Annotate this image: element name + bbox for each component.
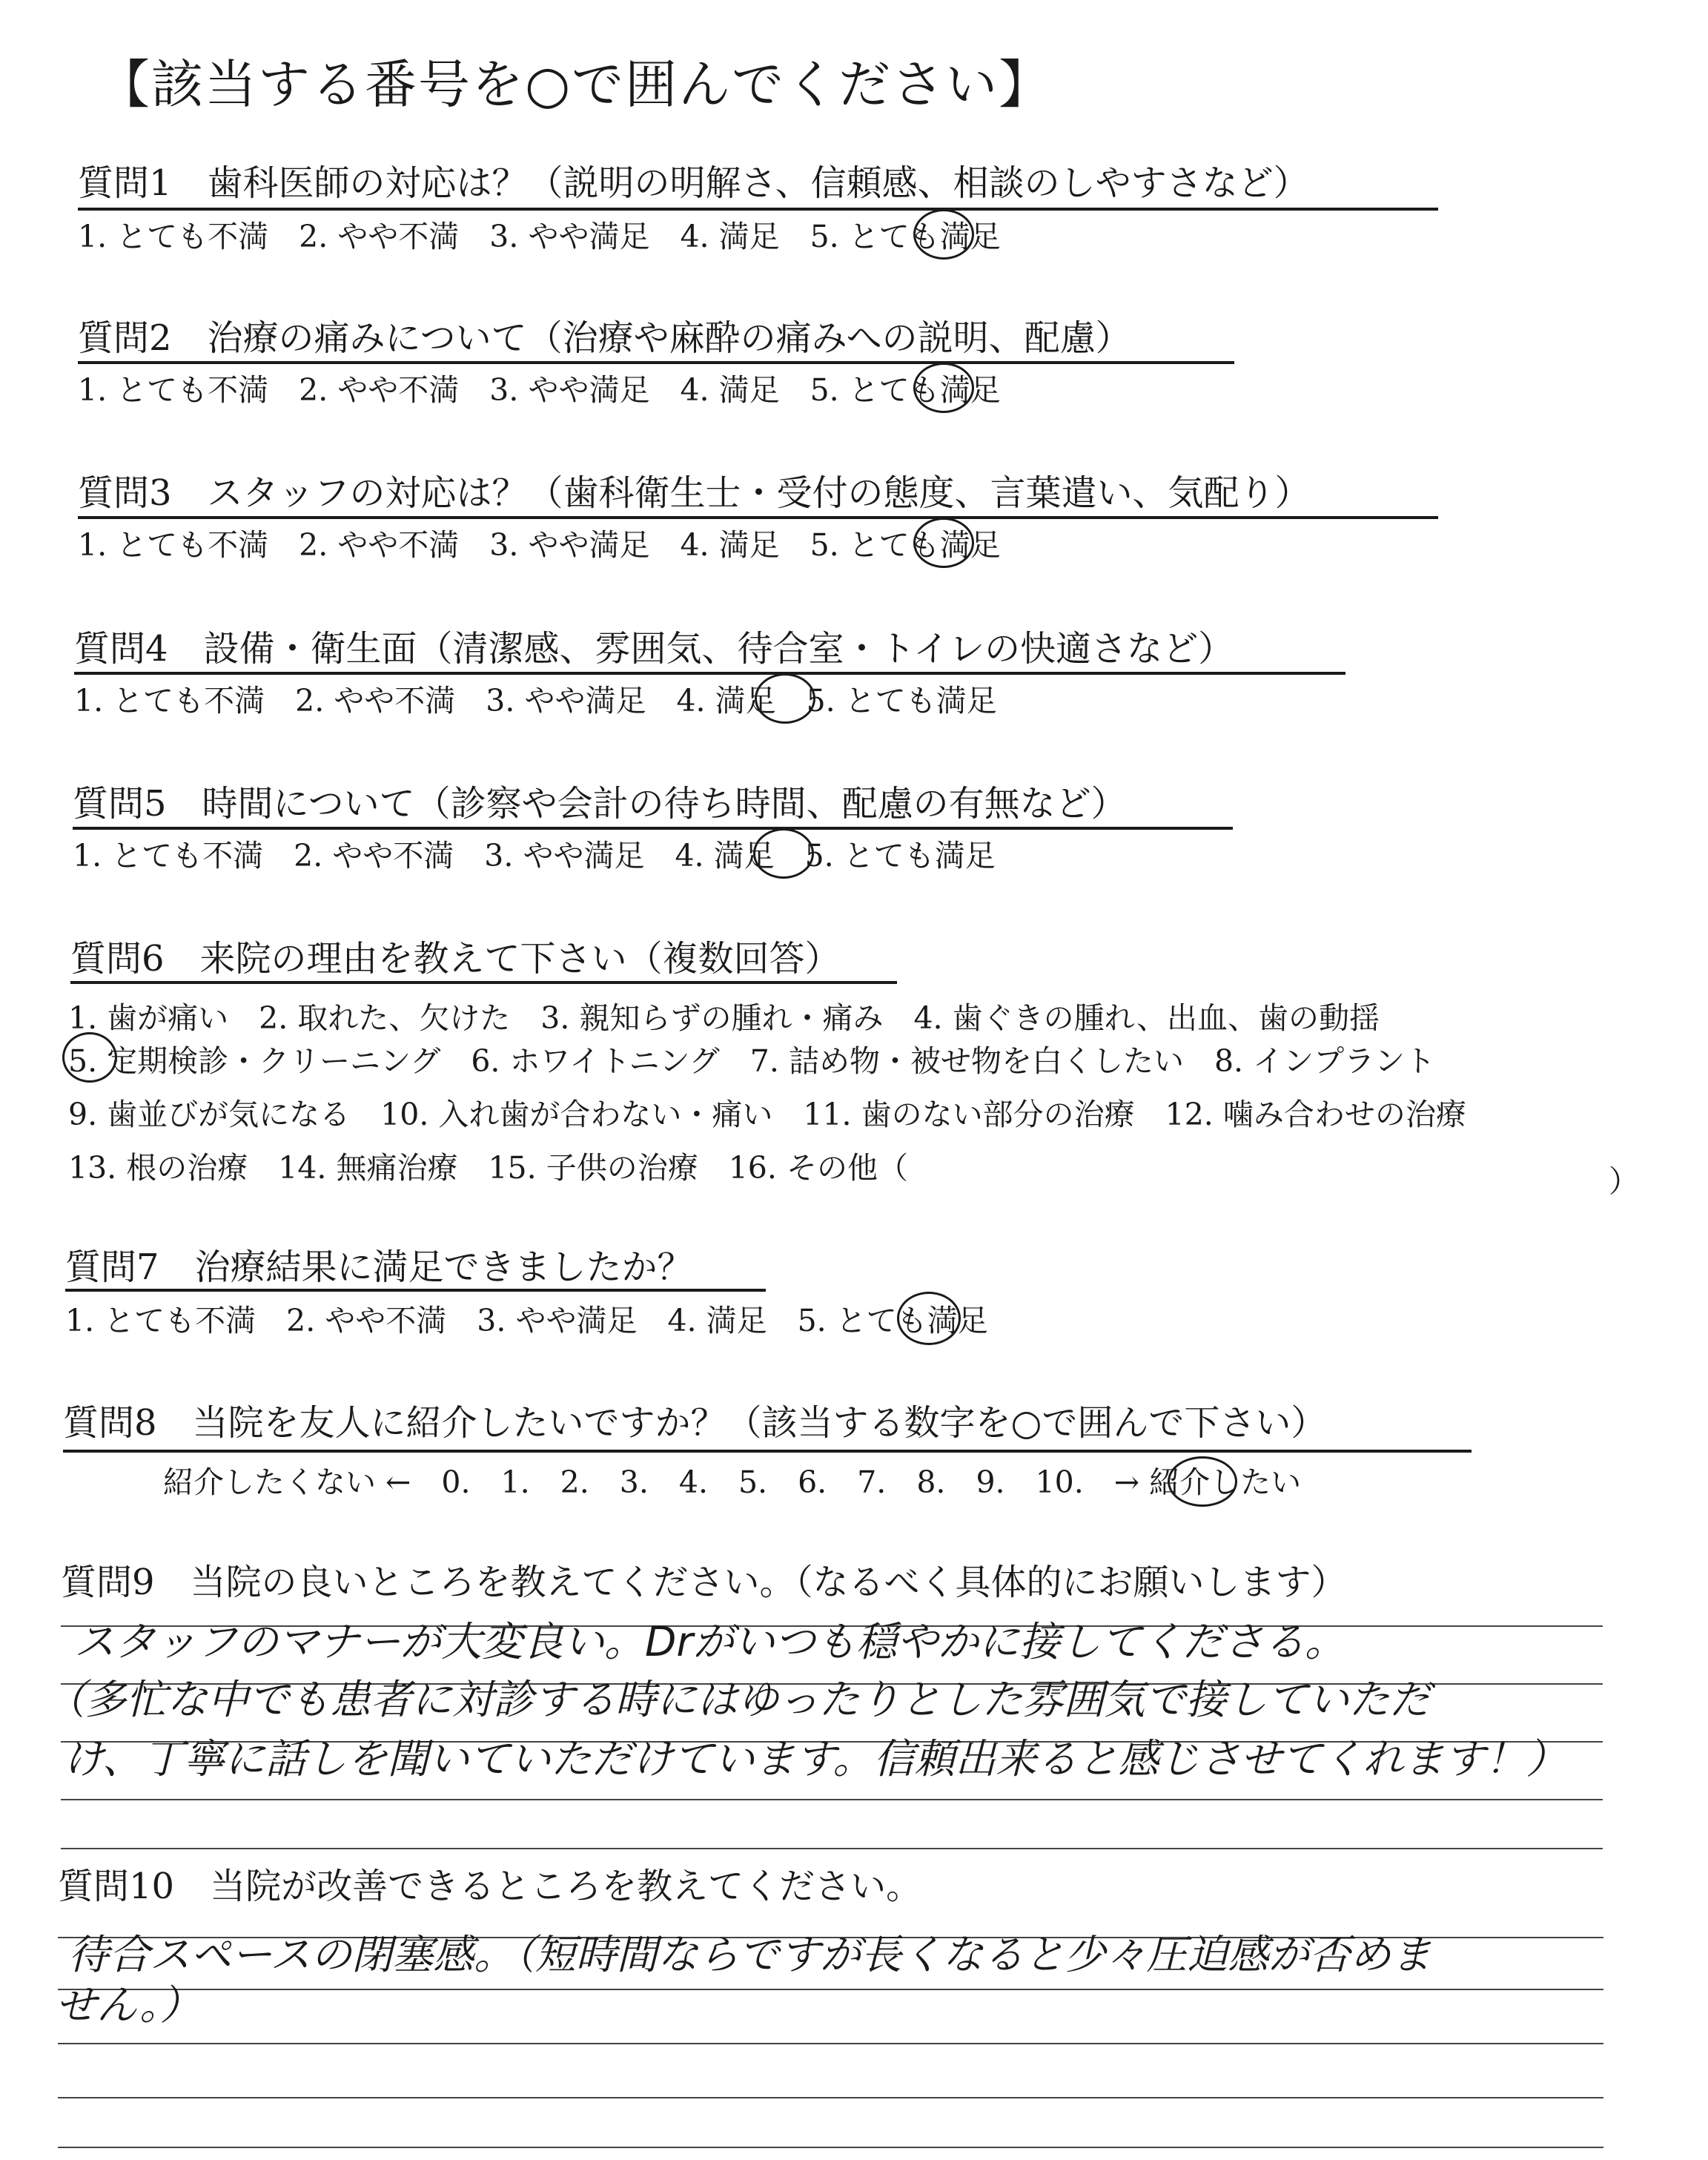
question-9-title: 質問9 当院の良いところを教えてください。（なるべく具体的にお願いします） [61,1562,1347,1603]
question-9-answer-rule [61,1799,1603,1800]
question-10-title: 質問10 当院が改善できるところを教えてください。 [58,1866,922,1907]
question-7-options: 1. とても不満 2. やや不満 3. やや満足 4. 満足 5. とても満足 [65,1303,988,1338]
question-6-option-line-1: 1. 歯が痛い 2. 取れた、欠けた 3. 親知らずの腫れ・痛み 4. 歯ぐきの腫れ、出血、歯の動揺 [68,1000,1380,1036]
question-9-answer-line-3: け、丁寧に話しを聞いていただけています。信頼出来ると感じさせてくれます！） [63,1735,1567,1783]
question-4-underline [74,672,1345,675]
question-3-underline [78,516,1438,519]
question-3-answer-circle [913,518,974,568]
page-title: 【該当する番号を○で囲んでください】 [98,54,1053,115]
question-7-answer-circle [897,1292,961,1345]
question-6-underline [70,981,897,984]
question-7-underline [65,1289,766,1292]
question-9-answer-rule [61,1848,1603,1849]
question-5-title: 質問5 時間について（診察や会計の待ち時間、配慮の有無など） [73,783,1127,825]
question-3-options: 1. とても不満 2. やや不満 3. やや満足 4. 満足 5. とても満足 [78,527,1001,563]
question-5-underline [73,827,1233,830]
question-8-scale: 紹介したくない ← 0. 1. 2. 3. 4. 5. 6. 7. 8. 9. 10. → 紹介したい [163,1464,1302,1500]
question-2-answer-circle [913,363,974,413]
question-1-title: 質問1 歯科医師の対応は？（説明の明解さ、信頼感、相談のしやすさなど） [78,162,1309,204]
question-1-options: 1. とても不満 2. やや不満 3. やや満足 4. 満足 5. とても満足 [78,219,1001,254]
question-2-title: 質問2 治療の痛みについて（治療や麻酔の痛みへの説明、配慮） [78,317,1131,359]
question-8-answer-circle [1168,1456,1237,1507]
question-10-answer-rule [58,2147,1603,2148]
question-10-answer-line-1: 待合スペースの閉塞感。（短時間ならですが長くなると少々圧迫感が否めま [68,1931,1432,1978]
question-10-answer-line-2: せん。） [56,1981,201,2029]
question-1-answer-circle [913,209,974,260]
question-6-option-line-2: 5. 定期検診・クリーニング 6. ホワイトニング 7. 詰め物・被せ物を白くしたい 8. インプラント [68,1043,1436,1079]
question-5-answer-circle [753,828,814,879]
question-4-title: 質問4 設備・衛生面（清潔感、雰囲気、待合室・トイレの快適さなど） [74,628,1234,670]
question-9-answer-line-2: （多忙な中でも患者に対診する時にはゆったりとした雰囲気で接していただ [44,1676,1431,1723]
question-8-title: 質問8 当院を友人に紹介したいですか？（該当する数字を○で囲んで下さい） [63,1402,1327,1444]
question-8-underline [63,1450,1472,1453]
question-4-options: 1. とても不満 2. やや不満 3. やや満足 4. 満足 5. とても満足 [74,683,997,719]
question-9-answer-line-1: スタッフのマナーが大変良い。Drがいつも穏やかに接してくださる。 [74,1618,1345,1665]
question-6-other-close: ） [1609,1163,1639,1199]
question-6-option-line-4: 13. 根の治療 14. 無痛治療 15. 子供の治療 16. その他（ [68,1150,908,1186]
question-6-option-line-3: 9. 歯並びが気になる 10. 入れ歯が合わない・痛い 11. 歯のない部分の治療 12. 噛み合わせの治療 [68,1097,1466,1132]
question-10-answer-rule [58,2097,1603,2098]
question-10-answer-rule [58,1989,1603,1990]
question-6-title: 質問6 来院の理由を教えて下さい（複数回答） [70,938,841,980]
question-2-options: 1. とても不満 2. やや不満 3. やや満足 4. 満足 5. とても満足 [78,372,1001,408]
question-4-answer-circle [755,673,815,724]
question-5-options: 1. とても不満 2. やや不満 3. やや満足 4. 満足 5. とても満足 [73,838,996,873]
question-1-underline [78,208,1438,211]
question-3-title: 質問3 スタッフの対応は？（歯科衛生士・受付の態度、言葉遣い、気配り） [78,472,1311,514]
question-7-title: 質問7 治療結果に満足できましたか？ [65,1246,693,1288]
question-10-answer-rule [58,2043,1603,2044]
question-6-answer-circle [62,1032,117,1083]
question-2-underline [78,361,1234,364]
